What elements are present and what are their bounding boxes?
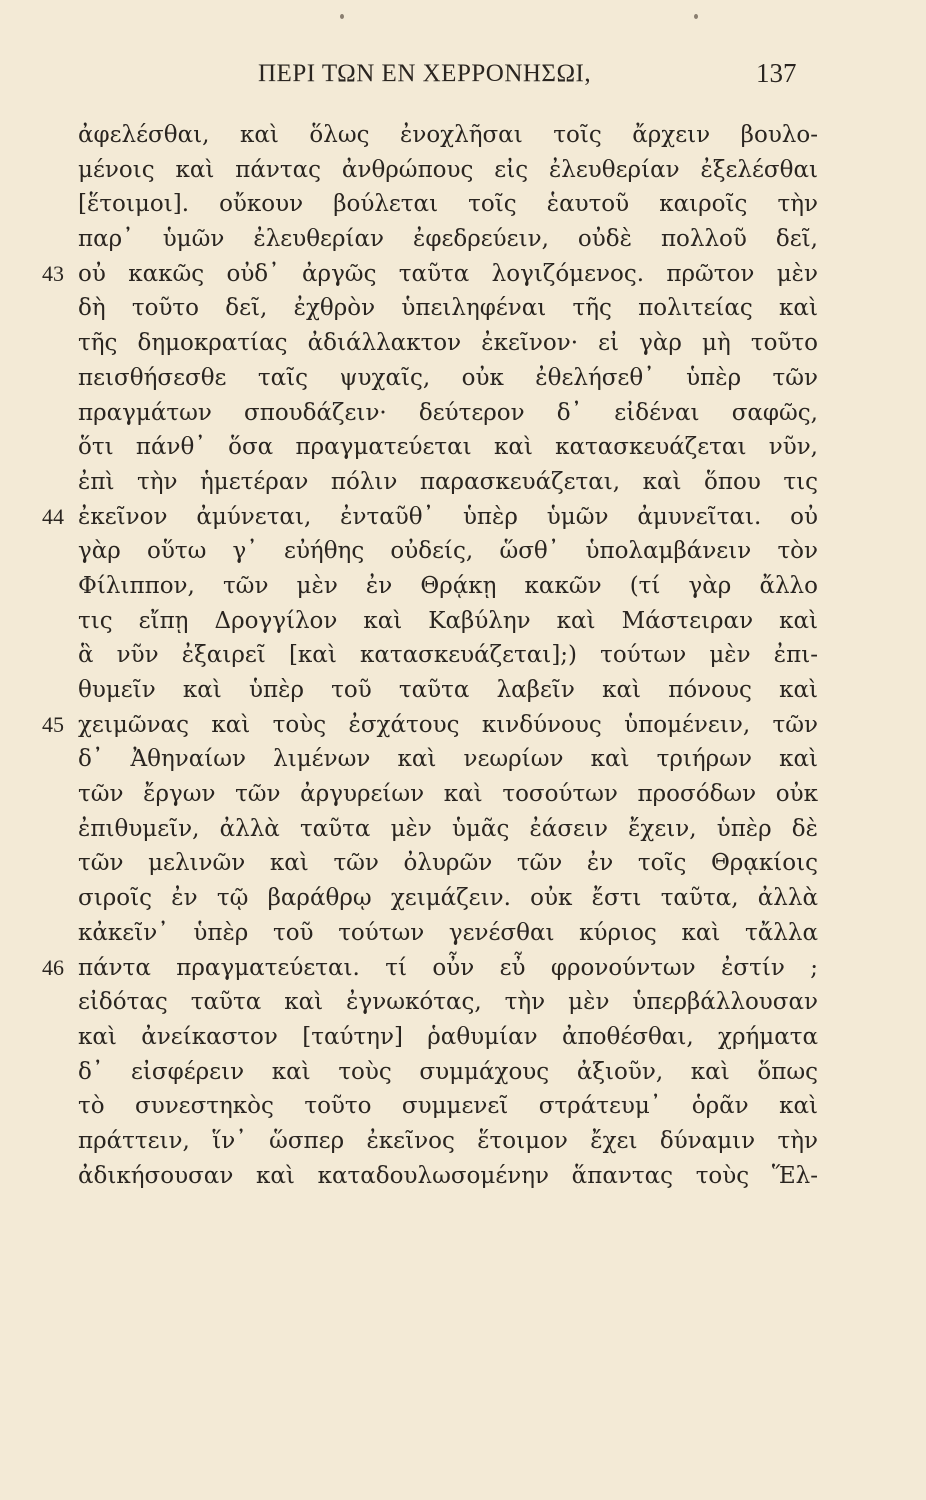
line-text: ἀφελέσθαι, καὶ ὅλως ἐνοχλῆσαι τοῖς ἄρχειν βουλο-	[78, 122, 818, 148]
text-line	[78, 1124, 818, 1159]
line-text: τῶν ἔργων τῶν ἀργυρείων καὶ τοσούτων προσόδων οὐκ	[78, 781, 818, 808]
line-text: τις εἴπῃ Δρογγίλον καὶ Καβύλην καὶ Μάστειραν καὶ	[78, 607, 818, 634]
line-text: ἀδικήσουσαν καὶ καταδουλωσομένην ἅπαντας τοὺς Ἕλ-	[78, 1162, 818, 1189]
line-text: τῆς δημοκρατίας ἀδιάλλακτον ἐκεῖνον· εἰ γὰρ μὴ τοῦτο	[78, 330, 818, 357]
line-text: δ᾽ Ἀθηναίων λιμένων καὶ νεωρίων καὶ τριήρων καὶ	[78, 746, 818, 773]
text-line	[78, 846, 818, 881]
text-line	[78, 396, 818, 431]
line-text: καὶ ἀνείκαστον [ταύτην] ῥαθυμίαν ἀποθέσθαι, χρήματα	[78, 1023, 818, 1050]
text-line	[78, 1020, 818, 1055]
text-line	[78, 465, 818, 500]
text-line	[78, 916, 818, 951]
line-text: ὅτι πάνθ᾽ ὅσα πραγματεύεται καὶ κατασκευάζεται νῦν,	[78, 434, 818, 461]
line-text: μένοις καὶ πάντας ἀνθρώπους εἰς ἐλευθερίαν ἐξελέσθαι	[78, 156, 818, 183]
line-text: ἐπὶ τὴν ἡμετέραν πόλιν παρασκευάζεται, καὶ ὅπου τις	[78, 468, 818, 495]
line-text: ἐπιθυμεῖν, ἀλλὰ ταῦτα μὲν ὑμᾶς ἐάσειν ἔχειν, ὑπὲρ δὲ	[78, 815, 818, 842]
line-text: δὴ τοῦτο δεῖ, ἐχθρὸν ὑπειληφέναι τῆς πολιτείας καὶ	[78, 295, 818, 322]
text-line	[78, 430, 818, 465]
text-line	[78, 985, 818, 1020]
text-line	[78, 326, 818, 361]
text-line	[78, 222, 818, 257]
line-text: ἐκεῖνον ἀμύνεται, ἐνταῦθ᾽ ὑπὲρ ὑμῶν ἀμυνεῖται. οὐ	[78, 503, 818, 530]
line-text: παρ᾽ ὑμῶν ἐλευθερίαν ἐφεδρεύειν, οὐδὲ πολλοῦ δεῖ,	[78, 226, 818, 253]
line-text: τὸ συνεστηκὸς τοῦτο συμμενεῖ στράτευμ᾽ ὁρᾶν καὶ	[78, 1093, 818, 1120]
text-line	[78, 1159, 818, 1194]
text-line	[78, 187, 818, 222]
text-line	[42, 257, 818, 292]
text-line	[42, 951, 818, 986]
line-text: πάντα πραγματεύεται. τί οὖν εὖ φρονούντων ἐστίν ;	[78, 954, 818, 981]
section-number: 44	[42, 503, 64, 529]
text-line	[78, 118, 818, 153]
line-text: [ἕτοιμοι]. οὔκουν βούλεται τοῖς ἑαυτοῦ καιροῖς τὴν	[78, 191, 818, 218]
section-number: 45	[42, 711, 64, 737]
line-text: πεισθήσεσθε ταῖς ψυχαῖς, οὐκ ἐθελήσεθ᾽ ὑπὲρ τῶν	[78, 364, 818, 391]
line-text: ἃ νῦν ἐξαιρεῖ [καὶ κατασκευάζεται];) τούτων μὲν ἐπι-	[78, 642, 818, 669]
line-text: χειμῶνας καὶ τοὺς ἐσχάτους κινδύνους ὑπομένειν, τῶν	[78, 711, 818, 738]
text-line	[78, 812, 818, 847]
print-speck	[340, 14, 344, 19]
line-text: δ᾽ εἰσφέρειν καὶ τοὺς συμμάχους ἀξιοῦν, καὶ ὅπως	[78, 1058, 818, 1085]
line-text: πράττειν, ἵν᾽ ὥσπερ ἐκεῖνος ἕτοιμον ἔχει δύναμιν τὴν	[78, 1127, 818, 1154]
section-number: 46	[42, 954, 64, 980]
text-line	[78, 742, 818, 777]
text-line	[78, 153, 818, 188]
line-text: οὐ κακῶς οὐδ᾽ ἀργῶς ταῦτα λογιζόμενος. πρῶτον μὲν	[78, 260, 818, 287]
line-text: πραγμάτων σπουδάζειν· δεύτερον δ᾽ εἰδέναι σαφῶς,	[78, 399, 818, 426]
running-head: ΠΕΡΙ ΤΩΝ ΕΝ ΧΕΡΡΟΝΗΣΩΙ,	[258, 60, 592, 87]
greek-text-body	[42, 118, 818, 1193]
text-line	[78, 361, 818, 396]
text-line	[78, 777, 818, 812]
section-number: 43	[42, 260, 64, 286]
print-speck	[694, 14, 698, 19]
line-text: Φίλιππον, τῶν μὲν ἐν Θρᾴκῃ κακῶν (τί γὰρ ἄλλο	[78, 572, 818, 599]
text-line	[78, 1055, 818, 1090]
text-line	[78, 881, 818, 916]
text-line	[42, 708, 818, 743]
text-line	[78, 534, 818, 569]
line-text: γὰρ οὕτω γ᾽ εὐήθης οὐδείς, ὥσθ᾽ ὑπολαμβάνειν τὸν	[78, 538, 818, 565]
text-line	[78, 638, 818, 673]
text-line	[78, 291, 818, 326]
text-line	[78, 569, 818, 604]
line-text: τῶν μελινῶν καὶ τῶν ὀλυρῶν τῶν ἐν τοῖς Θρᾳκίοις	[78, 850, 818, 877]
text-line	[78, 673, 818, 708]
text-line	[78, 1089, 818, 1124]
line-text: κἀκεῖν᾽ ὑπὲρ τοῦ τούτων γενέσθαι κύριος καὶ τἄλλα	[78, 919, 818, 946]
line-text: θυμεῖν καὶ ὑπὲρ τοῦ ταῦτα λαβεῖν καὶ πόνους καὶ	[78, 677, 818, 703]
text-line	[42, 500, 818, 535]
line-text: σιροῖς ἐν τῷ βαράθρῳ χειμάζειν. οὐκ ἔστι ταῦτα, ἀλλὰ	[78, 885, 818, 912]
page-number: 137	[756, 58, 797, 88]
line-text: εἰδότας ταῦτα καὶ ἐγνωκότας, τὴν μὲν ὑπερβάλλουσαν	[78, 989, 818, 1016]
text-line	[78, 604, 818, 639]
